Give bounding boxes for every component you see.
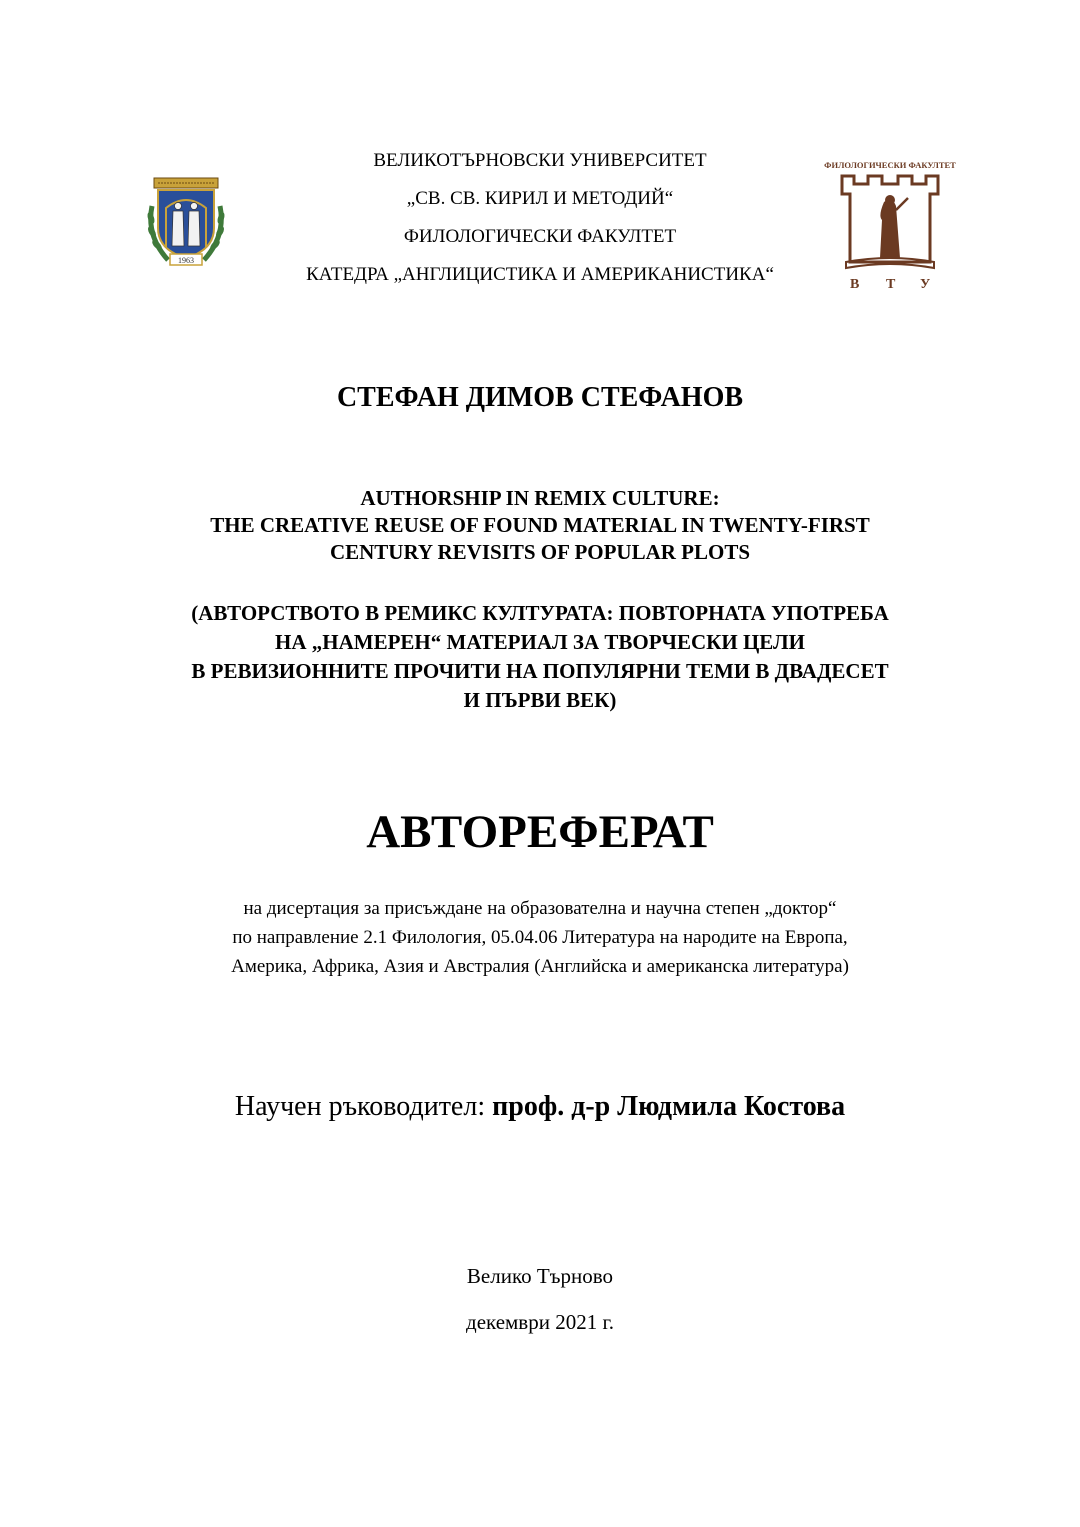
- faculty-logo-caption: ФИЛОЛОГИЧЕСКИ ФАКУЛТЕТ: [824, 160, 956, 170]
- bulgarian-title-line: НА „НАМЕРЕН“ МАТЕРИАЛ ЗА ТВОРЧЕСКИ ЦЕЛИ: [275, 630, 805, 654]
- bulgarian-title-line: (АВТОРСТВОТО В РЕМИКС КУЛТУРАТА: ПОВТОРНАТА УПОТРЕБА: [191, 601, 889, 625]
- crest-year: 1963: [178, 256, 194, 265]
- purpose-line: по направление 2.1 Филология, 05.04.06 Литература на народите на Европа,: [232, 927, 848, 948]
- university-crest-icon: [146, 176, 226, 268]
- bulgarian-title: [0, 599, 1080, 715]
- university-patrons: „СВ. СВ. КИРИЛ И МЕТОДИЙ“: [406, 188, 674, 209]
- faculty-logo-letter-t: Т: [886, 277, 896, 292]
- faculty-logo-letter-u: У: [920, 277, 931, 292]
- document-type: АВТОРЕФЕРАТ: [366, 806, 714, 858]
- header: [0, 146, 1080, 306]
- university-name: ВЕЛИКОТЪРНОВСКИ УНИВЕРСИТЕТ: [373, 150, 707, 171]
- english-title-line: CENTURY REVISITS OF POPULAR PLOTS: [329, 540, 751, 564]
- date: декември 2021 г.: [466, 1310, 614, 1334]
- department-name: КАТЕДРА „АНГЛИЦИСТИКА И АМЕРИКАНИСТИКА“: [306, 264, 774, 285]
- supervisor-label: Научен ръководител:: [234, 1091, 493, 1122]
- dissertation-purpose: [0, 894, 1080, 981]
- english-title: [0, 485, 1080, 566]
- english-title-line: AUTHORSHIP IN REMIX CULTURE:: [360, 486, 720, 510]
- author-name: СТЕФАН ДИМОВ СТЕФАНОВ: [336, 382, 744, 413]
- supervisor-name: проф. д-р Людмила Костова: [492, 1091, 846, 1122]
- english-title-line: THE CREATIVE REUSE OF FOUND MATERIAL IN TWENTY-FIRST: [210, 513, 870, 537]
- faculty-name: ФИЛОЛОГИЧЕСКИ ФАКУЛТЕТ: [403, 226, 677, 247]
- footer: [0, 1261, 1080, 1353]
- supervisor: [0, 1091, 1080, 1123]
- institution-block: [250, 146, 830, 298]
- purpose-line: на дисертация за присъждане на образователна и научна степен „доктор“: [243, 898, 837, 919]
- faculty-logo-letter-v: В: [850, 277, 860, 292]
- bulgarian-title-line: И ПЪРВИ ВЕК): [463, 688, 617, 712]
- faculty-tower-icon: [824, 158, 956, 292]
- purpose-line: Америка, Африка, Азия и Австралия (Английска и американска литература): [231, 956, 849, 977]
- city: Велико Търново: [466, 1264, 614, 1288]
- bulgarian-title-line: В РЕВИЗИОННИТЕ ПРОЧИТИ НА ПОПУЛЯРНИ ТЕМИ В ДВАДЕСЕТ: [191, 659, 889, 683]
